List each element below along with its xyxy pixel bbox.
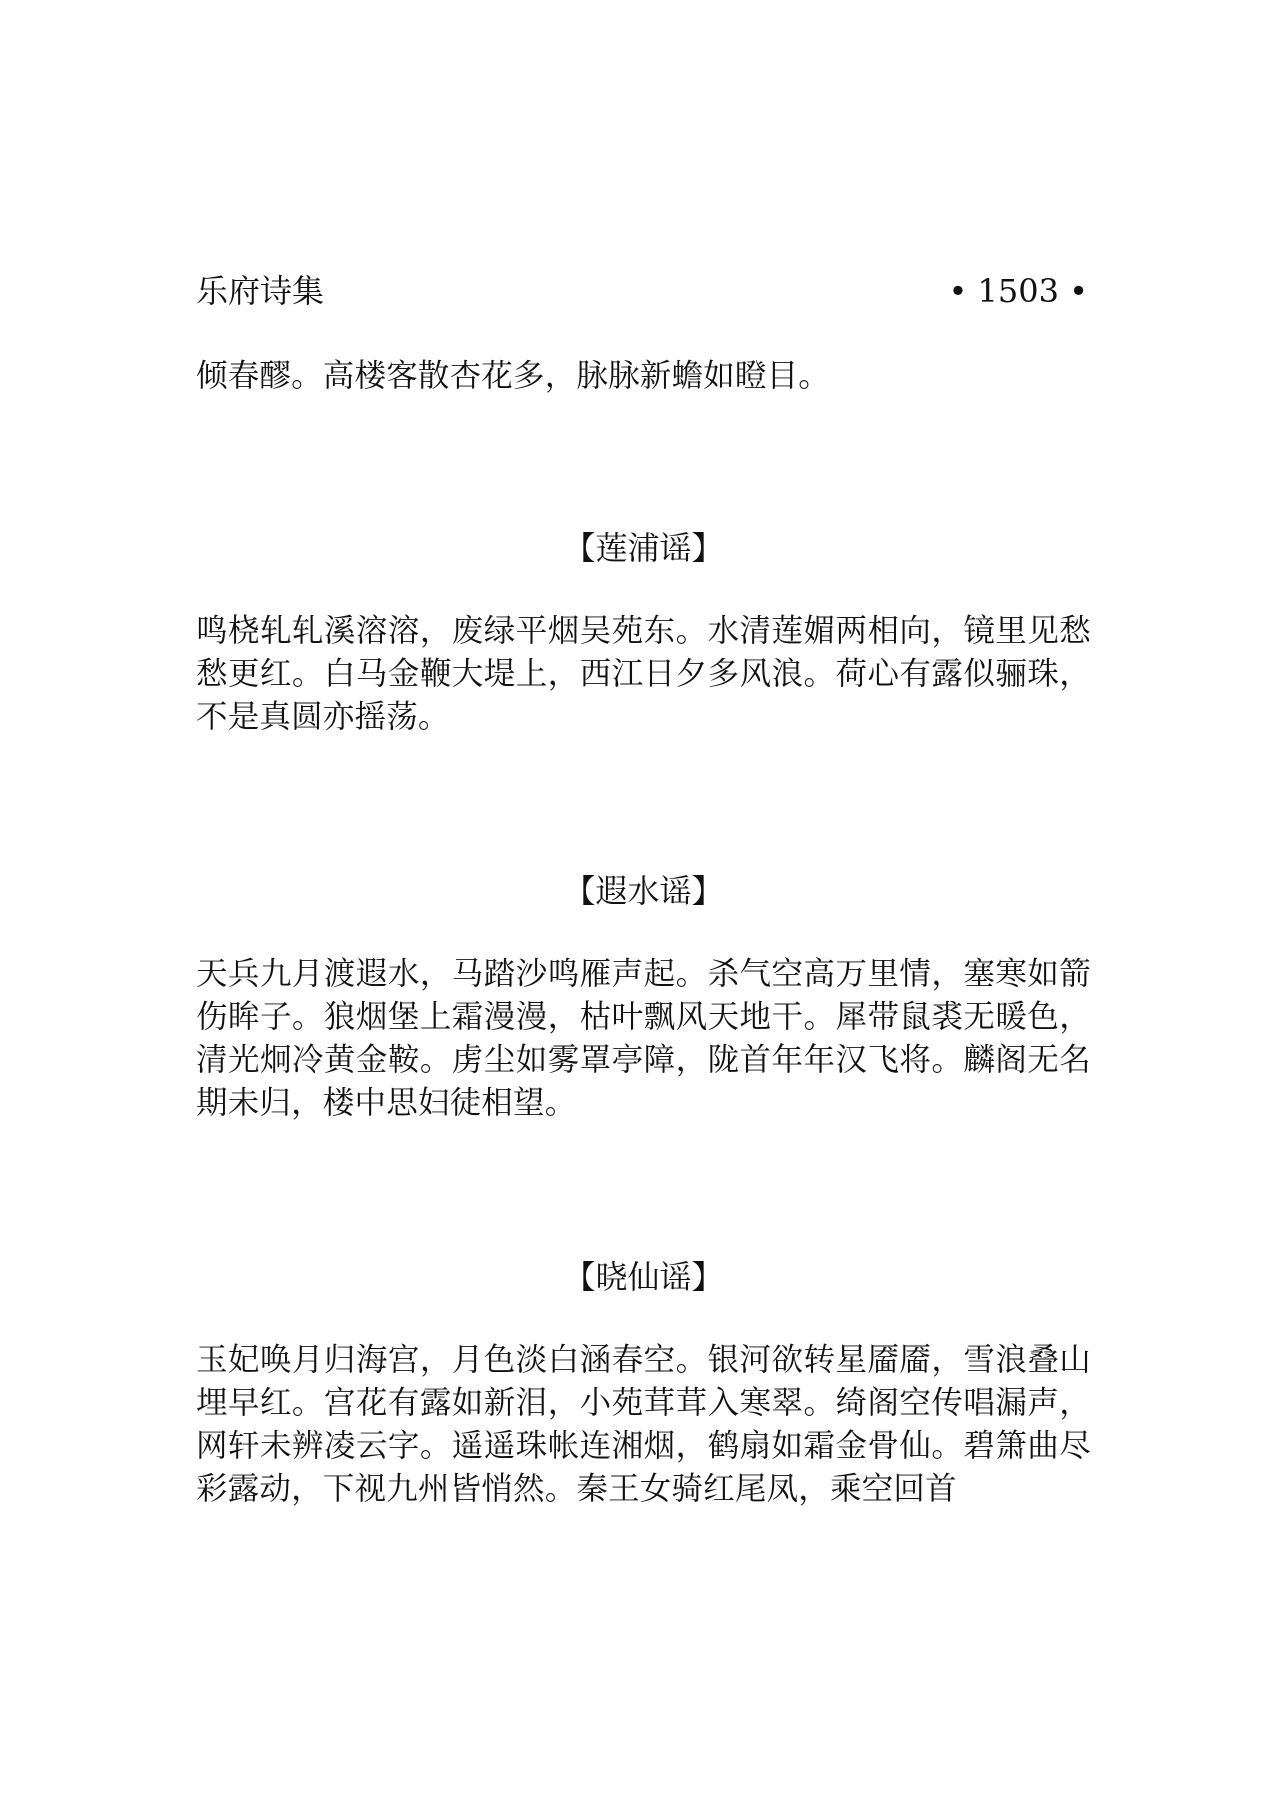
paragraph-xiaoxian-yao: 玉妃唤月归海宫，月色淡白涵春空。银河欲转星靥靥，雪浪叠山埋早红。宫花有露如新泪，小苑茸茸入寒翠。绮阁空传唱漏声，网轩未辨凌云字。遥遥珠帐连湘烟，鹤扇如霜金骨仙。碧箫曲尽彩露动，下视九州皆悄然。秦王女骑红尾凤，乘空回首 — [196, 1342, 1091, 1507]
paragraph-xiashui-yao: 天兵九月渡遐水，马踏沙鸣雁声起。杀气空高万里情，塞寒如箭伤眸子。狼烟堡上霜漫漫，枯叶飘风天地干。犀带鼠裘无暖色，清光炯冷黄金鞍。虏尘如雾罩亭障，陇首年年汉飞将。麟阁无名期未归，楼中思妇徒相望。 — [196, 956, 1091, 1121]
section-title-xiaoxian-yao: 【晓仙谣】 — [563, 1258, 724, 1296]
book-title: 乐府诗集 — [196, 272, 325, 310]
paragraph-continuation: 倾春醪。高楼客散杏花多，脉脉新蟾如瞪目。 — [196, 358, 831, 394]
page-number: • 1503 • — [948, 272, 1088, 310]
paragraph-lianpu-yao: 鸣桡轧轧溪溶溶，废绿平烟吴苑东。水清莲媚两相向，镜里见愁愁更红。白马金鞭大堤上，西江日夕多风浪。荷心有露似骊珠，不是真圆亦摇荡。 — [196, 613, 1091, 735]
section-title-xiashui-yao: 【遐水谣】 — [563, 872, 724, 910]
section-title-lianpu-yao: 【莲浦谣】 — [563, 529, 724, 567]
